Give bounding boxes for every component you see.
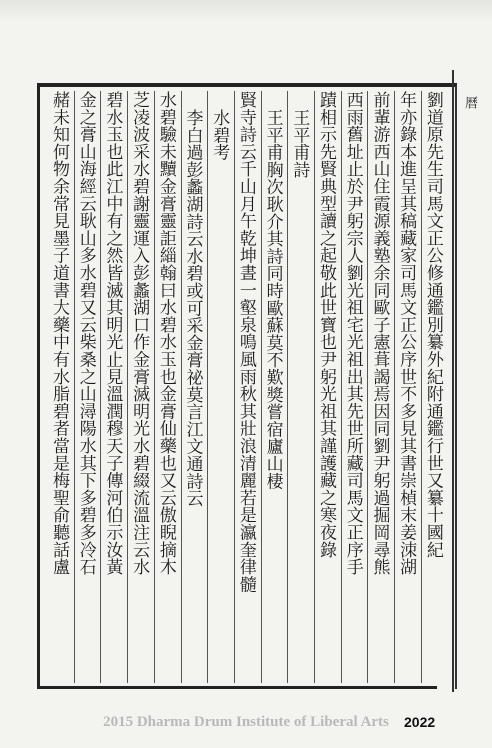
column-text: 劉道原先生司馬文正公修通鑑別纂外紀附通鑑行世又纂十國紀 [422,91,443,559]
watermark: 2015 Dharma Drum Institute of Liberal Arts [103,714,389,730]
section-heading: 王平甫詩 [289,109,310,179]
column-text: 西雨舊址止於尹躬宗人劉光祖宅光祖出其先世所藏司馬文正序手 [342,91,363,576]
text-column [341,91,364,683]
frame-rule-right [452,70,454,692]
column-text: 赭未知何物余常見墨子道書大藥中有水脂碧者當是梅聖俞聽話盧 [49,91,69,576]
column-text: 蹟相示先賢典型讀之起敬此世寶也尹躬光祖其謹護藏之寒夜錄 [316,91,337,559]
text-column [74,91,97,683]
scan-edge [0,0,492,22]
text-columns [48,91,444,683]
column-text: 李白過彭蠡湖詩云水碧或可采金膏祕莫言江文通詩云 [182,109,203,507]
column-text: 芝凌波采水碧謝靈運入彭蠡湖口作金膏滅明光水碧綴流溫注云水 [129,91,150,576]
text-column [100,91,123,683]
section-heading: 水碧考 [209,109,230,161]
column-text: 金之膏山海經云耿山多水碧又云柴桑之山潯陽水其下多碧多冷石 [75,91,96,576]
text-column [314,91,337,683]
text-column [154,91,177,683]
text-column [261,91,284,683]
column-text: 賢寺詩云千山月午乾坤晝一壑泉鳴風雨秋其壯浪清麗若是瀛奎律髓 [235,91,256,593]
section-heading-column [287,91,310,683]
text-column [127,91,150,683]
margin-mark: 曆 [462,96,477,109]
column-text: 前輩游西山住霞源義塾余同歐子憲葺謁焉因同劉尹躬過掘岡尋熊 [369,91,390,576]
text-column [234,91,257,683]
text-column [48,91,70,683]
column-text: 水碧驗未黷金膏靈詎緇翰曰水碧水玉也金膏仙藥也又云傲睨摘木 [155,91,176,576]
text-column [181,91,204,683]
text-column [394,91,417,683]
page-number: 2022 [404,714,436,730]
column-text: 王平甫胸次耿介其詩同時歐蘇莫不歎獎嘗宿廬山棲 [262,109,283,490]
section-heading-column [207,91,230,683]
column-text: 年亦錄本進呈其稿藏家司馬文正公序世不多見其書崇楨末姜洓湖 [396,91,417,576]
column-text: 碧水玉也此江中有之然皆滅其明光止見溫潤穆天子傳河伯示汝黃 [102,91,123,576]
text-column [367,91,390,683]
text-column [421,91,444,683]
frame-rule-bottom [37,686,437,689]
